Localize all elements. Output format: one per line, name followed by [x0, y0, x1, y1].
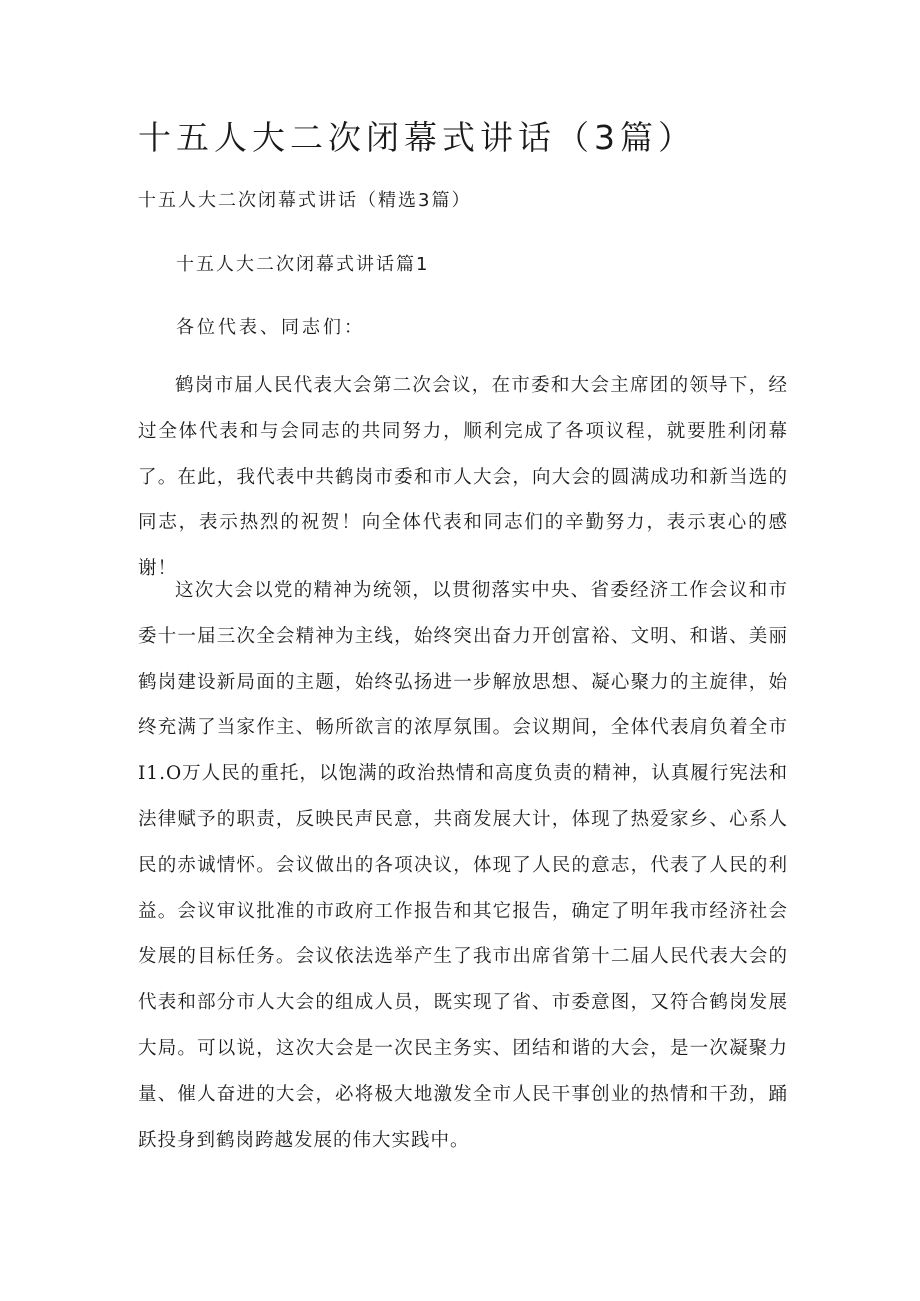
document-subtitle: 十五人大二次闭幕式讲话（精选3篇）: [138, 190, 472, 211]
salutation: 各位代表、同志们：: [176, 317, 365, 338]
document-title: 十五人大二次闭幕式讲话（3篇）: [138, 118, 696, 157]
section-heading: 十五人大二次闭幕式讲话篇1: [176, 254, 430, 275]
body-paragraph: 鹤岗市届人民代表大会第二次会议，在市委和大会主席团的领导下，经过全体代表和与会同志的共同努力，顺利完成了各项议程，就要胜利闭幕了。在此，我代表中共鹤岗市委和市人大会，向大会的圆满成功和新当选的同志，表示热烈的祝贺！向全体代表和同志们的辛勤努力，表示衷心的感谢！: [138, 375, 788, 580]
body-paragraph: 这次大会以党的精神为统领，以贯彻落实中央、省委经济工作会议和市委十一届三次全会精神为主线，始终突出奋力开创富裕、文明、和谐、美丽鹤岗建设新局面的主题，始终弘扬进一步解放思想、凝心聚力的主旋律，始终充满了当家作主、畅所欲言的浓厚氛围。会议期间，全体代表肩负着全市I1.O万人民的重托，以饱满的政治热情和高度负责的精神，认真履行宪法和法律赋予的职责，反映民声民意，共商发展大计，体现了热爱家乡、心系人民的赤诚情怀。会议做出的各项决议，体现了人民的意志，代表了人民的利益。会议审议批准的市政府工作报告和其它报告，确定了明年我市经济社会发展的目标任务。会议依法选举产生了我市出席省第十二届人民代表大会的代表和部分市人大会的组成人员，既实现了省、市委意图，又符合鹤岗发展大局。可以说，这次大会是一次民主务实、团结和谐的大会，是一次凝聚力量、催人奋进的大会，必将极大地激发全市人民干事创业的热情和干劲，踊跃投身到鹤岗跨越发展的伟大实践中。: [138, 580, 788, 1151]
